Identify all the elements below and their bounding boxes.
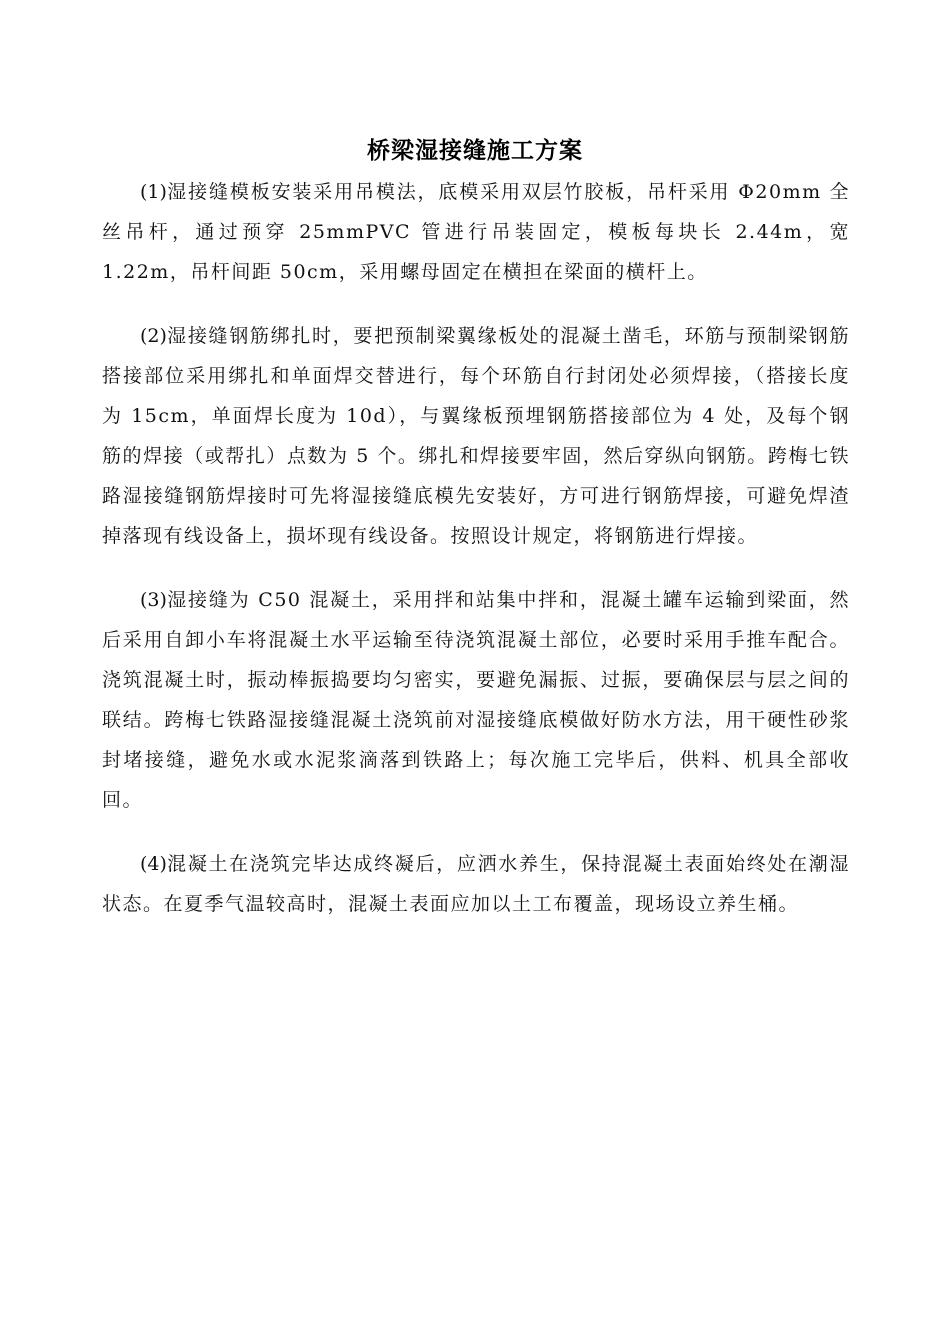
paragraph-text: 湿接缝为 C50 混凝土，采用拌和站集中拌和，混凝土罐车运输到梁面，然后采用自卸小车将混凝土水平运输至待浇筑混凝土部位，必要时采用手推车配合。浇筑混凝土时，振动棒振捣要均匀密实，要避免漏振、过振，要确保层与层之间的联结。跨梅七铁路湿接缝混凝土浇筑前对湿接缝底模做好防水方法，用干硬性砂浆封堵接缝，避免水或水泥浆滴落到铁路上；每次施工完毕后，供料、机具全部收回。 xyxy=(102,589,850,811)
paragraph-text: 湿接缝钢筋绑扎时，要把预制梁翼缘板处的混凝土凿毛，环筋与预制梁钢筋搭接部位采用绑扎和单面焊交替进行，每个环筋自行封闭处必须焊接，（搭接长度为 15cm，单面焊长度为 10d），与翼缘板预埋钢筋搭接部位为 4 处，及每个钢筋的焊接（或帮扎）点数为 5 个。绑扎和焊接要牢固，然后穿纵向钢筋。跨梅七铁路湿接缝钢筋焊接时可先将湿接缝底模先安装好，方可进行钢筋焊接，可避免焊渣掉落现有线设备上，损坏现有线设备。按照设计规定，将钢筋进行焊接。 xyxy=(102,325,850,547)
paragraph-text: 湿接缝模板安装采用吊模法，底模采用双层竹胶板，吊杆采用 Φ20mm 全丝吊杆，通过预穿 25mmPVC 管进行吊装固定，模板每块长 2.44m，宽 1.22m，吊杆间距 50cm，采用螺母固定在横担在梁面的横杆上。 xyxy=(102,181,850,283)
paragraph-number: (1) xyxy=(140,181,167,203)
paragraph-4 xyxy=(102,844,850,924)
paragraph-1 xyxy=(102,172,850,292)
paragraph-2 xyxy=(102,316,850,556)
document-body xyxy=(102,172,850,948)
paragraph-3 xyxy=(102,580,850,820)
paragraph-text: 混凝土在浇筑完毕达成终凝后，应洒水养生，保持混凝土表面始终处在潮湿状态。在夏季气温较高时，混凝土表面应加以土工布覆盖，现场设立养生桶。 xyxy=(102,853,850,915)
paragraph-number: (3) xyxy=(140,589,167,611)
paragraph-number: (4) xyxy=(140,853,167,875)
paragraph-number: (2) xyxy=(140,325,167,347)
document-title: 桥梁湿接缝施工方案 xyxy=(367,137,583,164)
